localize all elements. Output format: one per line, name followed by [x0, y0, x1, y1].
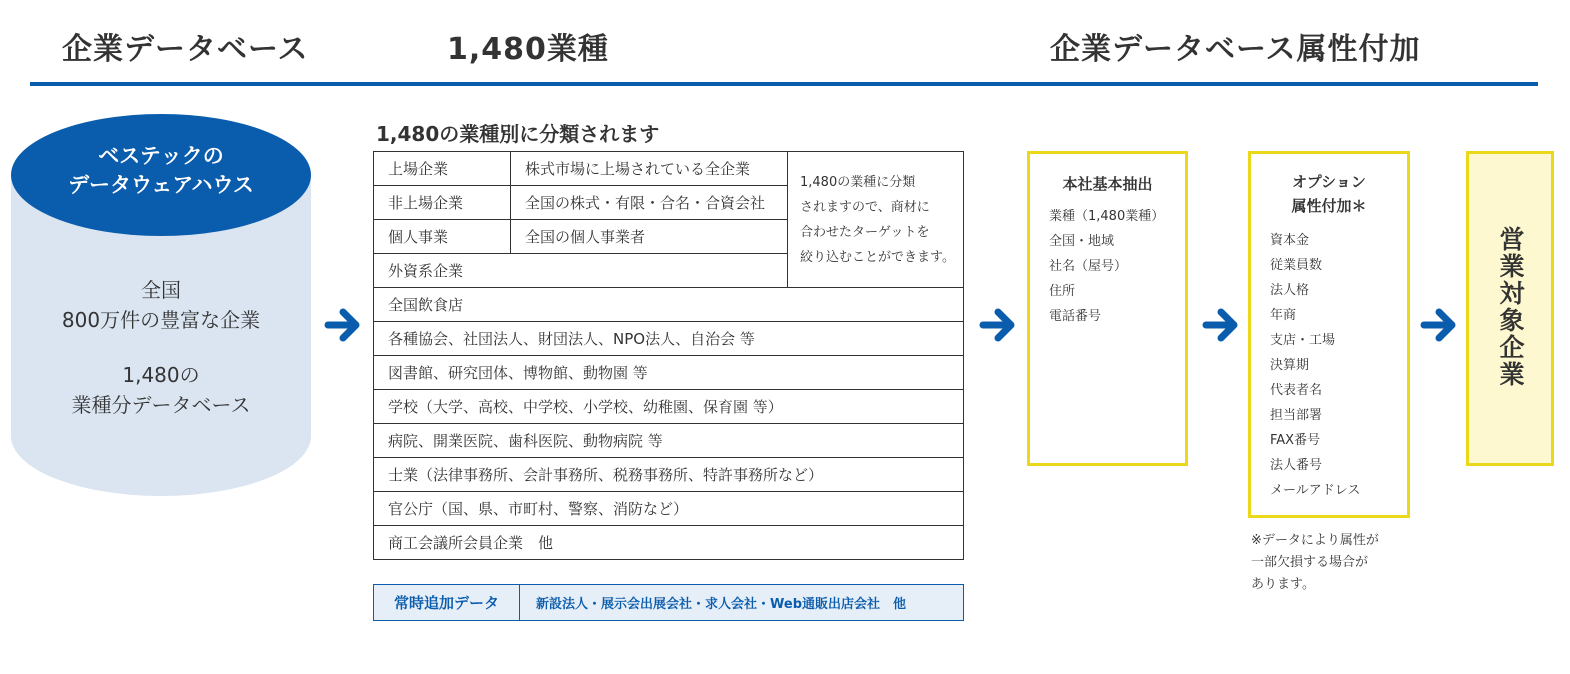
industry-note	[788, 152, 964, 288]
table-cell-value: 全国の個人事業者	[511, 220, 788, 254]
list-item: 従業員数	[1270, 258, 1323, 273]
option-footnote	[1251, 530, 1379, 596]
list-item: メールアドレス	[1270, 483, 1361, 498]
industry-table-title: 1,480の業種別に分類されます	[376, 122, 660, 146]
table-row	[374, 585, 964, 621]
basic-extraction-box	[1027, 151, 1188, 466]
sales-target-box	[1466, 151, 1554, 466]
table-cell-label: 士業（法律事務所、会計事務所、税務事務所、特許事務所など）	[374, 458, 964, 492]
additional-data-label: 常時追加データ	[374, 585, 520, 621]
arrow-right-icon	[1200, 305, 1240, 345]
list-item: 業種（1,480業種）	[1049, 209, 1165, 224]
header-database: 企業データベース	[62, 32, 309, 67]
table-cell-label: 個人事業	[374, 220, 511, 254]
table-cell-label: 上場企業	[374, 152, 511, 186]
list-item: 年商	[1270, 308, 1297, 323]
warehouse-line3: 1,480の	[122, 363, 200, 387]
option-attribute-title	[1270, 170, 1388, 218]
industry-table	[373, 151, 964, 560]
table-row	[374, 390, 964, 424]
note-line: されますので、商材に	[800, 199, 930, 215]
table-cell-label: 官公庁（国、県、市町村、警察、消防など）	[374, 492, 964, 526]
table-row	[374, 458, 964, 492]
table-cell-label: 商工会議所会員企業 他	[374, 526, 964, 560]
table-cell-label: 各種協会、社団法人、財団法人、NPO法人、自治会 等	[374, 322, 964, 356]
option-title-line1: オプション	[1292, 173, 1366, 191]
header-divider	[30, 82, 1538, 86]
note-line: 1,480の業種に分類	[800, 174, 916, 190]
list-item: 法人格	[1270, 283, 1310, 298]
sales-target-label: 営業対象企業	[1496, 226, 1525, 388]
table-cell-label: 病院、開業医院、歯科医院、動物病院 等	[374, 424, 964, 458]
warehouse-title	[11, 142, 311, 200]
list-item: 代表者名	[1270, 383, 1323, 398]
table-row	[374, 356, 964, 390]
warehouse-line1: 全国	[141, 278, 181, 302]
table-cell-label: 全国飲食店	[374, 288, 964, 322]
list-item: 住所	[1049, 284, 1076, 299]
table-row	[374, 322, 964, 356]
footnote-line: あります。	[1251, 577, 1315, 592]
table-cell-label: 外資系企業	[374, 254, 788, 288]
warehouse-text-1	[11, 275, 311, 335]
basic-extraction-list	[1049, 204, 1185, 329]
list-item: 支店・工場	[1270, 333, 1336, 348]
footnote-line: ※データにより属性が	[1251, 533, 1379, 548]
additional-data-value: 新設法人・展示会出展会社・求人会社・Web通販出店会社 他	[520, 585, 964, 621]
warehouse-line4: 業種分データベース	[71, 393, 251, 417]
option-title-line2: 属性付加＊	[1291, 197, 1367, 215]
list-item: 社名（屋号）	[1049, 259, 1128, 274]
list-item: 法人番号	[1270, 458, 1323, 473]
list-item: 電話番号	[1049, 309, 1102, 324]
warehouse-text-2	[11, 360, 311, 420]
arrow-right-icon	[1418, 305, 1458, 345]
note-line: 絞り込むことができます。	[800, 249, 955, 265]
table-row	[374, 424, 964, 458]
basic-extraction-title: 本社基本抽出	[1062, 175, 1153, 193]
list-item: FAX番号	[1270, 433, 1321, 448]
table-row	[374, 492, 964, 526]
table-cell-label: 図書館、研究団体、博物館、動物園 等	[374, 356, 964, 390]
list-item: 担当部署	[1270, 408, 1323, 423]
warehouse-line2: 800万件の豊富な企業	[61, 308, 261, 332]
table-row	[374, 152, 964, 186]
footnote-line: 一部欠損する場合が	[1251, 555, 1369, 570]
list-item: 全国・地域	[1049, 234, 1115, 249]
table-cell-label: 学校（大学、高校、中学校、小学校、幼稚園、保育園 等）	[374, 390, 964, 424]
table-cell-label: 非上場企業	[374, 186, 511, 220]
note-line: 合わせたターゲットを	[800, 224, 930, 240]
additional-data-table	[373, 584, 964, 621]
table-cell-value: 株式市場に上場されている全企業	[511, 152, 788, 186]
option-attribute-list	[1270, 228, 1407, 503]
table-row	[374, 526, 964, 560]
table-row	[374, 288, 964, 322]
list-item: 資本金	[1270, 233, 1310, 248]
header-industries: 1,480業種	[447, 32, 609, 67]
table-cell-value: 全国の株式・有限・合名・合資会社	[511, 186, 788, 220]
warehouse-title-line2: データウェアハウス	[68, 173, 254, 197]
option-attribute-box	[1248, 151, 1410, 518]
arrow-right-icon	[977, 305, 1017, 345]
arrow-right-icon	[322, 305, 362, 345]
warehouse-title-line1: ベステックの	[98, 144, 224, 168]
list-item: 決算期	[1270, 358, 1310, 373]
header-attributes: 企業データベース属性付加	[1050, 32, 1421, 67]
